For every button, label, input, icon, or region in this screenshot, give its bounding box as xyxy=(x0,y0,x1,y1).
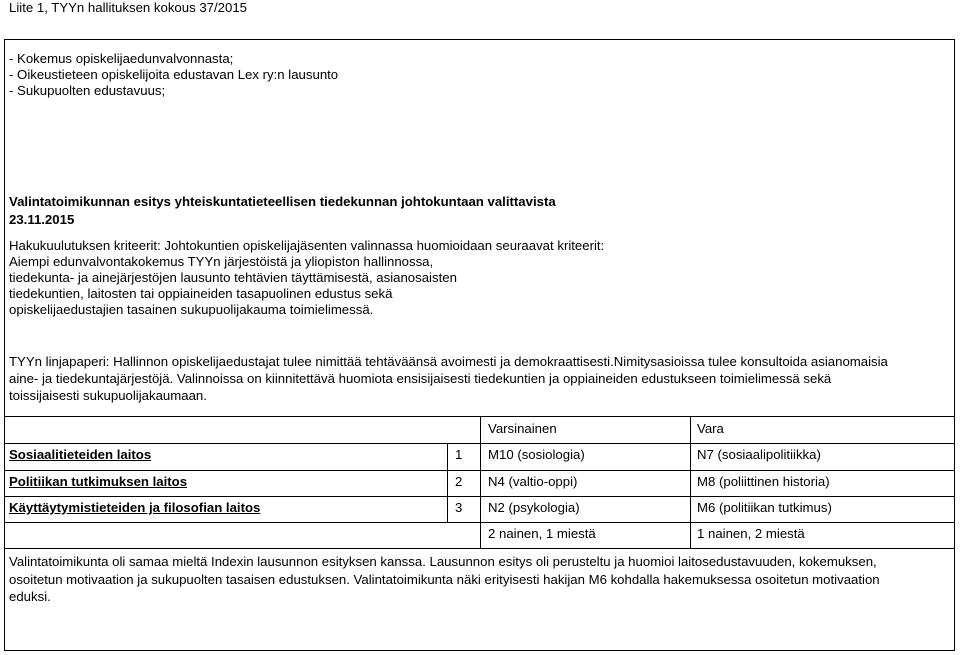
table-row-num: 1 xyxy=(455,447,463,462)
criteria-list xyxy=(9,51,338,99)
application-criteria xyxy=(9,238,604,318)
table-row-dept: Sosiaalitieteiden laitos xyxy=(9,447,152,462)
conclusion-line: eduksi. xyxy=(9,589,51,604)
page-header: Liite 1, TYYn hallituksen kokous 37/2015 xyxy=(9,0,248,15)
total-primary: 2 nainen, 1 miestä xyxy=(488,526,596,541)
criteria-line: opiskelijaedustajien tasainen sukupuolijakauma toimielimessä. xyxy=(9,302,374,317)
policy-paragraph xyxy=(9,353,888,404)
table-row-num: 2 xyxy=(455,474,463,489)
proposal-title xyxy=(9,193,556,229)
proposal-date: 23.11.2015 xyxy=(9,212,75,227)
table-row-deputy: M6 (politiikan tutkimus) xyxy=(697,500,832,515)
table-column-border xyxy=(480,416,481,548)
total-deputy: 1 nainen, 2 miestä xyxy=(697,526,805,541)
criteria-line: tiedekuntien, laitosten tai oppiaineiden tasapuolinen edustus sekä xyxy=(9,286,393,301)
list-item: - Oikeustieteen opiskelijoita edustavan Lex ry:n lausunto xyxy=(9,67,339,82)
table-row-dept: Politiikan tutkimuksen laitos xyxy=(9,474,188,489)
proposal-title-line: Valintatoimikunnan esitys yhteiskuntatieteellisen tiedekunnan johtokuntaan valittavista xyxy=(9,194,556,209)
table-row-deputy: M8 (poliittinen historia) xyxy=(697,474,830,489)
table-bottom-border xyxy=(5,548,955,549)
conclusion-paragraph xyxy=(9,553,880,606)
policy-line: aine- ja tiedekuntajärjestöjä. Valinnoissa on kiinnitettävä huomiota ensisijaisesti tiedekuntien ja oppiaineiden edustukseen toimielimessä sekä xyxy=(9,371,832,386)
table-row-deputy: N7 (sosiaalipolitiikka) xyxy=(697,447,821,462)
column-header-deputy: Vara xyxy=(697,421,724,436)
table-column-border xyxy=(690,416,691,548)
table-row-primary: N2 (psykologia) xyxy=(488,500,580,515)
criteria-line: Aiempi edunvalvontakokemus TYYn järjestöistä ja yliopiston hallinnossa, xyxy=(9,254,434,269)
policy-line: TYYn linjapaperi: Hallinnon opiskelijaedustajat tulee nimittää tehtäväänsä avoimesti ja demokraattisesti.Nimitysasioissa tulee konsultoida asianomaisia xyxy=(9,354,888,369)
table-row-primary: M10 (sosiologia) xyxy=(488,447,585,462)
column-header-primary: Varsinainen xyxy=(488,421,557,436)
policy-line: toissijaisesti sukupuolijakaumaan. xyxy=(9,388,207,403)
criteria-line: Hakukuulutuksen kriteerit: Johtokuntien opiskelijajäsenten valinnassa huomioidaan seuraavat kriteerit: xyxy=(9,238,605,253)
table-row-num: 3 xyxy=(455,500,463,515)
criteria-line: tiedekunta- ja ainejärjestöjen lausunto tehtävien täyttämisestä, asianosaisten xyxy=(9,270,457,285)
conclusion-line: osoitetun motivaation ja sukupuolten tasaisen edustuksen. Valintatoimikunta näki erityisesti hakijan M6 kohdalla hakemuksessa osoitetun motivaation xyxy=(9,571,880,587)
table-row-primary: N4 (valtio-oppi) xyxy=(488,474,578,489)
list-item: - Sukupuolten edustavuus; xyxy=(9,83,166,98)
table-column-border xyxy=(447,443,448,522)
conclusion-line: Valintatoimikunta oli samaa mieltä Indexin lausunnon esityksen kanssa. Lausunnon esitys oli perusteltu ja huomioi laitosedustavuuden, kokemuksen, xyxy=(9,554,877,569)
list-item: - Kokemus opiskelijaedunvalvonnasta; xyxy=(9,51,234,66)
table-row-dept: Käyttäytymistieteiden ja filosofian laitos xyxy=(9,500,261,515)
